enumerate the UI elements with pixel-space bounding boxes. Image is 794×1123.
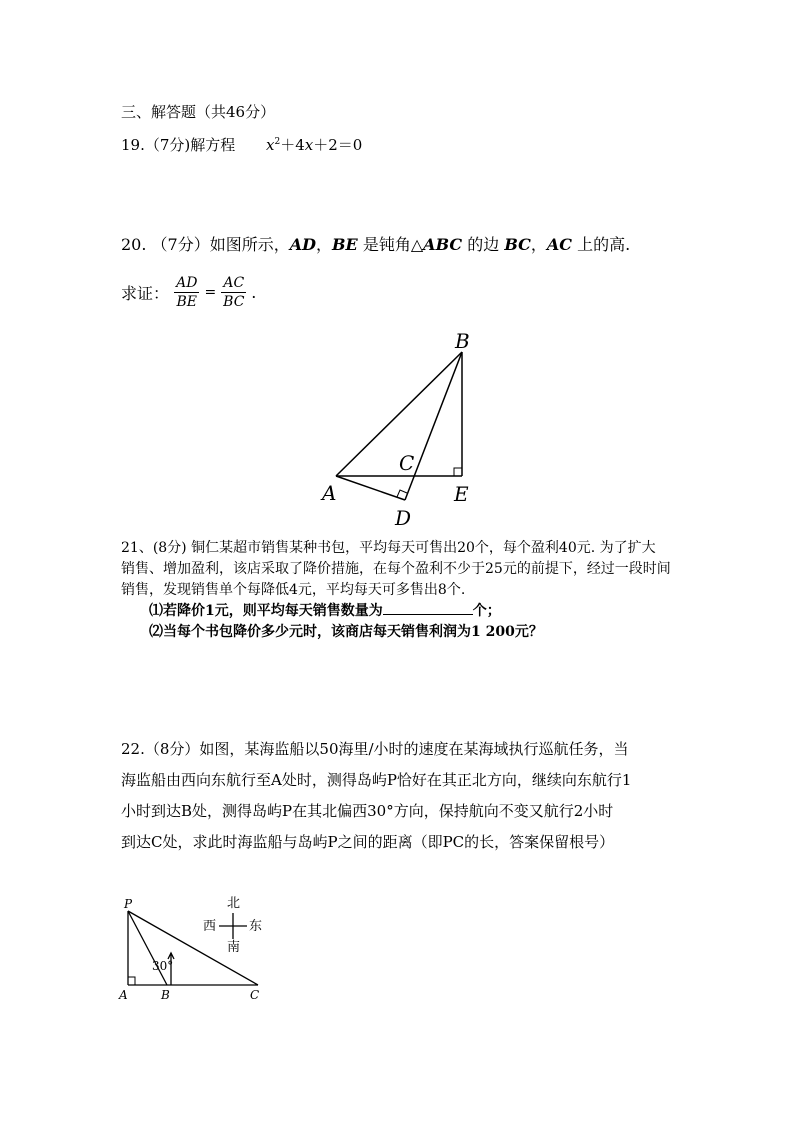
label-c2: C <box>250 988 260 1002</box>
angle-label: 30° <box>152 959 174 973</box>
compass-west: 西 <box>203 919 217 934</box>
fraction-ad-be: $\frac{AD}{BE}$ <box>176 275 198 310</box>
q20-statement: 20. （7分）如图所示，AD，BE 是钝角△ABC 的边 BC，AC 上的高. <box>121 235 631 254</box>
label-c: C <box>399 451 415 475</box>
compass-south: 南 <box>227 940 241 955</box>
right-angle-a <box>128 977 135 985</box>
q22-line2: 海监船由西向东航行至A处时，测得岛屿P恰好在其正北方向，继续向东航行1 <box>121 771 632 789</box>
label-a2: A <box>119 988 128 1002</box>
label-e: E <box>454 482 469 506</box>
q22-line4: 到达C处，求此时海监船与岛屿P之间的距离（即PC的长，答案保留根号） <box>121 833 615 851</box>
fraction-ac-bc: $\frac{AC}{BC}$ <box>223 275 245 310</box>
compass-north: 北 <box>227 896 241 911</box>
q21-sub1: ⑴若降价1元，则平均每天销售数量为 个； <box>149 603 501 619</box>
prove-label: 求证： <box>121 284 170 303</box>
label-d: D <box>395 506 412 530</box>
q20-prove: 求证： $\frac{AD}{BE}$ = $\frac{AC}{BC}$ . <box>121 275 257 310</box>
label-b2: B <box>161 988 170 1002</box>
q21-line3: 销售，发现销售单个每降低4元，平均每天可多售出8个. <box>121 582 466 598</box>
q22-line1: 22.（8分）如图，某海监船以50海里/小时的速度在某海域执行巡航任务，当 <box>121 740 629 758</box>
q21-line1: 21、(8分) 铜仁某超市销售某种书包，平均每天可售出20个，每个盈利40元. 为了扩大 <box>121 540 656 556</box>
q22-line3: 小时到达B处，测得岛屿P在其北偏西30°方向，保持航向不变又航行2小时 <box>121 802 614 820</box>
q21-sub2: ⑵当每个书包降价多少元时，该商店每天销售利润为1 200元？ <box>149 624 543 640</box>
label-b: B <box>455 329 470 353</box>
compass-east: 东 <box>249 919 263 934</box>
section-title: 三、解答题（共46分） <box>121 103 276 121</box>
q19-label: 19.（7分)解方程 <box>121 136 236 154</box>
label-p: P <box>124 897 133 911</box>
q21-line2: 销售、增加盈利，该店采取了降价措施，在每个盈利不少于25元的前提下，经过一段时间 <box>121 561 671 577</box>
q19-equation: $x^2+4x+2=0$ <box>266 136 363 154</box>
label-a: A <box>322 481 337 505</box>
